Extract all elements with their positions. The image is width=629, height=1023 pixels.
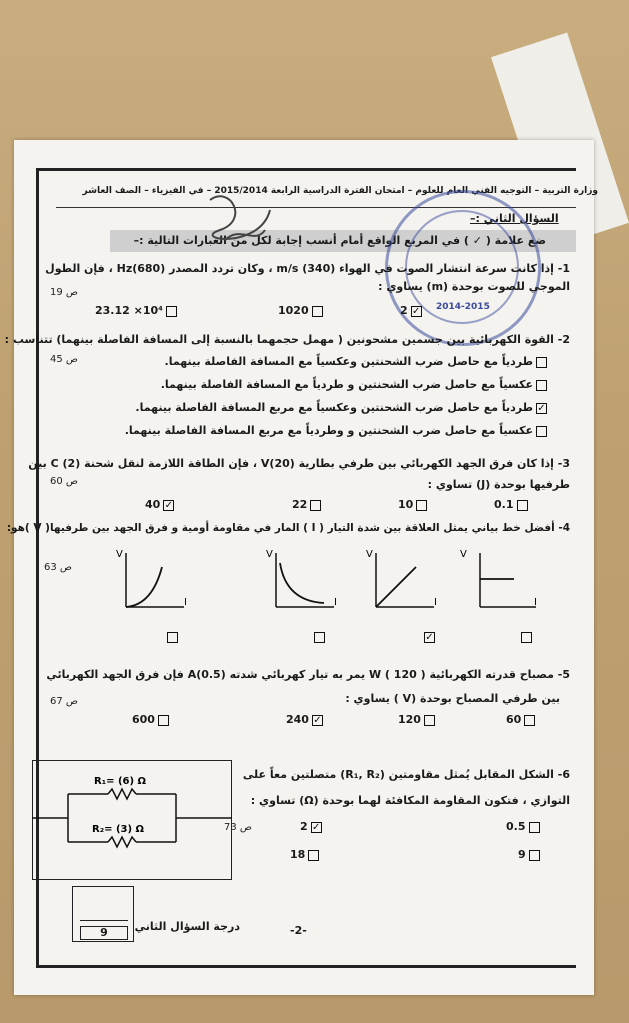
- stamp-year: 2014-2015: [436, 302, 490, 312]
- q6-r2-label: R₂= (3) Ω: [92, 824, 145, 835]
- q4-graph-1-v: V: [116, 549, 123, 560]
- q4-graph-4-v: V: [460, 549, 467, 560]
- q6-option-4-checkbox[interactable]: [529, 850, 540, 861]
- q6-option-2-checkbox[interactable]: [529, 822, 540, 833]
- q5-page-ref: ص 67: [50, 696, 79, 707]
- q2-option-4[interactable]: عكسياً مع حاصل ضرب الشحنتين و وطردياً مع مربع المسافة الفاصلة بينهما.: [150, 424, 550, 437]
- q4-option-3-checkbox[interactable]: ✓: [425, 631, 434, 643]
- q3-option-4[interactable]: 0.1: [494, 498, 531, 511]
- q6-parallel-circuit: [32, 760, 232, 880]
- q1-option-2[interactable]: 1020: [278, 304, 326, 317]
- q1-option-3[interactable]: 2 ✓: [400, 304, 421, 317]
- q6-option-3-checkbox[interactable]: [308, 850, 319, 861]
- page-number: -2-: [290, 924, 307, 937]
- q4-option-2-checkbox[interactable]: [314, 632, 325, 643]
- q5-option-4-checkbox[interactable]: [524, 715, 535, 726]
- q6-option-2[interactable]: 0.5: [506, 820, 543, 833]
- q1-text-line2: الموجي للصوت بوحدة (m) يساوي :: [378, 280, 570, 293]
- section-title: السؤال الثاني :–: [470, 212, 559, 225]
- q3-page-ref: ص 60: [50, 476, 79, 487]
- q6-option-1[interactable]: 2 ✓: [300, 820, 321, 833]
- q5-text-line2: بين طرفي المصباح بوحدة (V ) يساوي :: [345, 692, 560, 705]
- q3-option-2[interactable]: 22: [292, 498, 324, 511]
- q2-option-2[interactable]: عكسياً مع حاصل ضرب الشحنتين و طردياً مع المسافة الفاصلة بينهما.: [150, 378, 550, 391]
- q4-option-4-checkbox[interactable]: [521, 632, 532, 643]
- q3-text-line2: طرفيها بوحدة (J) تساوي :: [427, 478, 570, 491]
- q3-option-1[interactable]: 40 ✓: [145, 498, 173, 511]
- q3-option-2-checkbox[interactable]: [310, 500, 321, 511]
- q2-option-1[interactable]: طردياً مع حاصل ضرب الشحنتين وعكسياً مع المسافة الفاصلة بينهما.: [150, 355, 550, 368]
- q6-text-line1: 6- الشكل المقابل يُمثل مقاومتين (R₁, R₂) متصلتين معاً على: [242, 768, 570, 781]
- q5-option-4[interactable]: 60: [506, 713, 538, 726]
- q5-option-2-checkbox[interactable]: ✓: [313, 714, 322, 726]
- q5-text-line1: 5- مصباح قدرته الكهربائية W ( 120 ) يمر به تيار كهربائي شدته A(0.5) فإن فرق الجهد الكهربائي: [46, 668, 570, 681]
- q4-graph-3-straight-line: [362, 545, 442, 615]
- q2-text: 2- القوة الكهربائية بين جسمين مشحونين ( مهمل حجمهما بالنسبة إلى المسافة الفاصلة بينهما) تتناسب :: [4, 333, 570, 346]
- q1-page-ref: ص 19: [50, 287, 79, 298]
- q4-graph-3-i: I: [434, 597, 437, 608]
- q2-option-3-checkbox[interactable]: ✓: [537, 402, 546, 414]
- q2-option-1-checkbox[interactable]: [536, 357, 547, 368]
- instruction-band: ضع علامة ( ✓ ) في المربع الواقع أمام أنسب إجابة لكل من العبارات التالية :–: [110, 230, 576, 252]
- q5-option-1[interactable]: 600: [132, 713, 172, 726]
- q4-option-4[interactable]: [518, 630, 535, 643]
- q4-page-ref: ص 63: [44, 562, 73, 573]
- q6-option-3[interactable]: 18: [290, 848, 322, 861]
- q4-option-1[interactable]: [164, 630, 181, 643]
- q2-option-2-checkbox[interactable]: [536, 380, 547, 391]
- exam-header: وزارة التربية – التوجيه الفني العام للعلوم – امتحان الفترة الدراسية الرابعة 2015/2014 – في الفيزياء – الصف العاشر: [82, 186, 598, 196]
- grade-rule: [80, 920, 128, 921]
- q2-option-4-checkbox[interactable]: [536, 426, 547, 437]
- q4-graph-1-i: I: [184, 597, 187, 608]
- q6-r1-label: R₁= (6) Ω: [94, 776, 147, 787]
- q6-page-ref: ص 73: [224, 822, 253, 833]
- q3-option-1-checkbox[interactable]: ✓: [164, 499, 173, 511]
- q6-option-4[interactable]: 9: [518, 848, 543, 861]
- q4-option-3[interactable]: [421, 630, 438, 643]
- q1-text-line1: 1- إذا كانت سرعة انتشار الصوت في الهواء (340) m/s ، وكان تردد المصدر (680)Hz ، فإن الطول: [45, 262, 570, 275]
- handwritten-signature: [200, 180, 280, 260]
- q2-option-3[interactable]: ✓طردياً مع حاصل ضرب الشحنتين وعكسياً مع مربع المسافة الفاصلة بينهما.: [135, 401, 546, 414]
- q1-option-2-checkbox[interactable]: [312, 306, 323, 317]
- q5-option-1-checkbox[interactable]: [158, 715, 169, 726]
- q4-graph-3-v: V: [366, 549, 373, 560]
- q3-option-3[interactable]: 10: [398, 498, 430, 511]
- q1-option-1[interactable]: 23.12 ×10⁴: [95, 304, 180, 317]
- q6-text-line2: التوازي ، فتكون المقاومة المكافئة لهما بوحدة (Ω) تساوي :: [250, 794, 570, 807]
- q6-option-1-checkbox[interactable]: ✓: [311, 821, 321, 833]
- q2-page-ref: ص 45: [50, 354, 79, 365]
- q3-option-3-checkbox[interactable]: [416, 500, 427, 511]
- grade-value: 9: [80, 926, 128, 940]
- q4-text: 4- أفضل خط بياني يمثل العلاقة بين شدة التيار ( I ) المار في مقاومة أومية و فرق الجهد بين طرفيها( V )هو:: [6, 522, 570, 534]
- q4-option-1-checkbox[interactable]: [167, 632, 178, 643]
- q5-option-3[interactable]: 120: [398, 713, 438, 726]
- q4-graph-4-i: I: [534, 597, 537, 608]
- q4-graph-1-curve-up: [112, 545, 192, 615]
- q5-option-2[interactable]: 240 ✓: [286, 713, 322, 726]
- q4-graph-4-horizontal-line: [460, 545, 546, 615]
- q4-graph-2-i: I: [334, 597, 337, 608]
- q1-option-1-checkbox[interactable]: [166, 306, 177, 317]
- q4-option-2[interactable]: [311, 630, 328, 643]
- q4-graph-2-v: V: [266, 549, 273, 560]
- q1-option-3-checkbox[interactable]: ✓: [411, 305, 421, 317]
- q5-option-3-checkbox[interactable]: [424, 715, 435, 726]
- grade-label: درجة السؤال الثاني: [134, 920, 240, 933]
- q4-graph-2-curve-down: [262, 545, 342, 615]
- q3-text-line1: 3- إذا كان فرق الجهد الكهربائي بين طرفي بطارية (20)V ، فإن الطاقة اللازمة لنقل شحنة C (2) بين: [28, 457, 570, 470]
- q3-option-4-checkbox[interactable]: [517, 500, 528, 511]
